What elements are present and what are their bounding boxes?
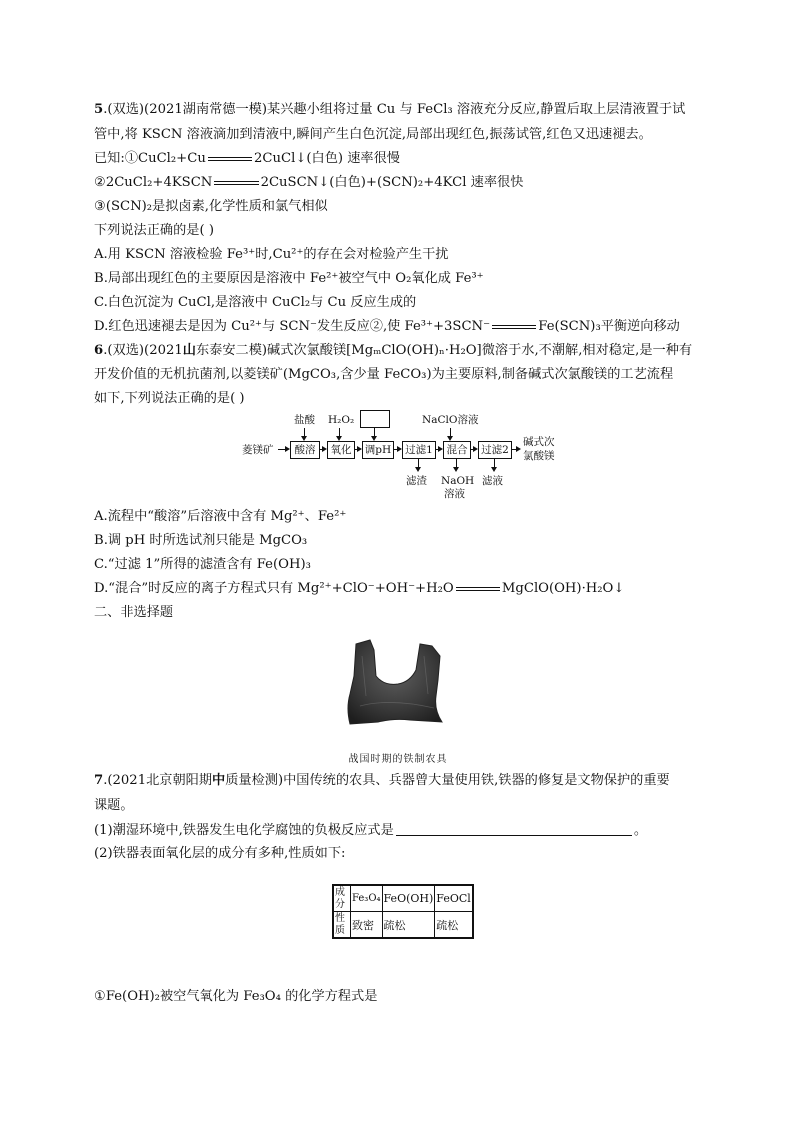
q6-intro-line2: 开发价值的无机抗菌剂,以菱镁矿(MgCO₃,含少量 FeCO₃)为主要原料,制备碱式次氯酸镁的工艺流程 — [94, 367, 674, 382]
table-header-composition: 成分 — [333, 885, 351, 912]
flow-product-line2: 氯酸镁 — [523, 450, 555, 462]
q6-option-c: C.“过滤 1”所得的滤渣含有 Fe(OH)₃ — [94, 557, 311, 572]
arrow-head — [415, 467, 421, 472]
flow-step-mix: 混合 — [443, 441, 471, 459]
q5-option-c: C.白色沉淀为 CuCl,是溶液中 CuCl₂与 Cu 反应生成的 — [94, 295, 417, 310]
q7-part-1: (1)潮湿环境中,铁器发生电化学腐蚀的负极反应式是 。 — [94, 823, 647, 838]
table-cell: 疏松 — [435, 912, 473, 939]
q6-number: 6 — [94, 343, 104, 358]
flow-output-solution: 溶液 — [444, 488, 465, 500]
table-row — [333, 912, 473, 939]
q6-intro-line1: 6.(双选)(2021山东泰安二模)碱式次氯酸镁[MgₘClO(OH)ₙ·H₂O]微溶于水,不潮解,相对稳定,是一种有 — [94, 343, 693, 358]
q7-intro-line1: 7.(2021北京朝阳期中质量检测)中国传统的农具、兵器曾大量使用铁,铁器的修复是文物保护的重要 — [94, 773, 670, 788]
q5-option-a: A.用 KSCN 溶液检验 Fe³⁺时,Cu²⁺的存在会对检验产生干扰 — [94, 247, 449, 262]
q5-intro-line2: 管中,将 KSCN 溶液滴加到清液中,瞬间产生白色沉淀,局部出现红色,振荡试管,红色又迅速褪去。 — [94, 127, 652, 142]
figure-caption: 战国时期的铁制农具 — [348, 754, 448, 765]
flow-input-h2o2: H₂O₂ — [328, 414, 355, 426]
oxide-properties-table — [332, 884, 474, 939]
flow-start-magnesite: 菱镁矿 — [242, 444, 274, 456]
table-cell: 疏松 — [382, 912, 435, 939]
q5-known-1: 已知:①CuCl₂+Cu 2CuCl↓(白色) 速率很慢 — [94, 151, 400, 166]
flow-input-hcl: 盐酸 — [294, 414, 315, 426]
flow-product-line1: 碱式次 — [523, 436, 555, 448]
flow-step-filter-2: 过滤2 — [478, 441, 512, 459]
equals-sign — [454, 580, 502, 598]
flow-step-acid-dissolve: 酸溶 — [290, 441, 320, 459]
table-cell: FeO(OH) — [382, 885, 435, 912]
q6-intro-line3: 如下,下列说法正确的是( ) — [94, 391, 245, 406]
flow-output-naoh: NaOH — [441, 475, 475, 487]
q6-option-d: D.“混合”时反应的离子方程式只有 Mg²⁺+ClO⁻+OH⁻+H₂O MgClO(OH)·H₂O↓ — [94, 581, 625, 596]
q5-option-b: B.局部出现红色的主要原因是溶液中 Fe²⁺被空气中 O₂氧化成 Fe³⁺ — [94, 271, 484, 286]
q5-number: 5 — [94, 102, 104, 117]
equilibrium-sign — [490, 318, 538, 336]
q5-known-3: ③(SCN)₂是拟卤素,化学性质和氯气相似 — [94, 199, 328, 214]
equals-sign — [206, 150, 254, 168]
arrow-head — [453, 467, 459, 472]
process-flowchart — [242, 410, 562, 500]
q5-option-d: D.红色迅速褪去是因为 Cu²⁺与 SCN⁻发生反应②,使 Fe³⁺+3SCN⁻ Fe(SCN)₃平衡逆向移动 — [94, 319, 680, 334]
table-row — [333, 885, 473, 912]
table-cell: Fe₃O₄ — [351, 885, 383, 912]
q7-number: 7 — [94, 773, 104, 788]
section-heading-non-choice: 二、非选择题 — [94, 605, 174, 620]
table-cell: 致密 — [351, 912, 383, 939]
q7-intro-line2: 课题。 — [94, 798, 134, 813]
flow-step-adjust-ph: 调pH — [362, 441, 394, 459]
q7-part-3: ①Fe(OH)₂被空气氧化为 Fe₃O₄ 的化学方程式是 — [94, 989, 378, 1004]
flow-step-oxidize: 氧化 — [327, 441, 355, 459]
arrow-head — [491, 467, 497, 472]
q6-option-a: A.流程中“酸溶”后溶液中含有 Mg²⁺、Fe²⁺ — [94, 509, 347, 524]
arrow-head — [516, 446, 521, 452]
q5-known-2: ②2CuCl₂+4KSCN 2CuSCN↓(白色)+(SCN)₂+4KCl 速率很快 — [94, 175, 524, 190]
flow-blank-reagent-box — [360, 410, 390, 428]
flow-step-filter-1: 过滤1 — [402, 441, 436, 459]
q7-part-2: (2)铁器表面氧化层的成分有多种,性质如下: — [94, 846, 346, 861]
equals-sign — [212, 174, 260, 192]
q5-stem: 下列说法正确的是( ) — [94, 223, 214, 238]
flow-output-filtrate: 滤液 — [482, 475, 503, 487]
q5-intro-line1: 5.(双选)(2021湖南常德一模)某兴趣小组将过量 Cu 与 FeCl₃ 溶液充分反应,静置后取上层清液置于试 — [94, 102, 686, 117]
answer-blank[interactable] — [396, 821, 632, 836]
iron-farm-tool-image — [340, 636, 456, 726]
table-header-property: 性质 — [333, 912, 351, 939]
table-cell: FeOCl — [435, 885, 473, 912]
flow-output-residue: 滤渣 — [406, 475, 427, 487]
q6-option-b: B.调 pH 时所选试剂只能是 MgCO₃ — [94, 533, 308, 548]
flow-input-naclo: NaClO溶液 — [422, 414, 479, 426]
